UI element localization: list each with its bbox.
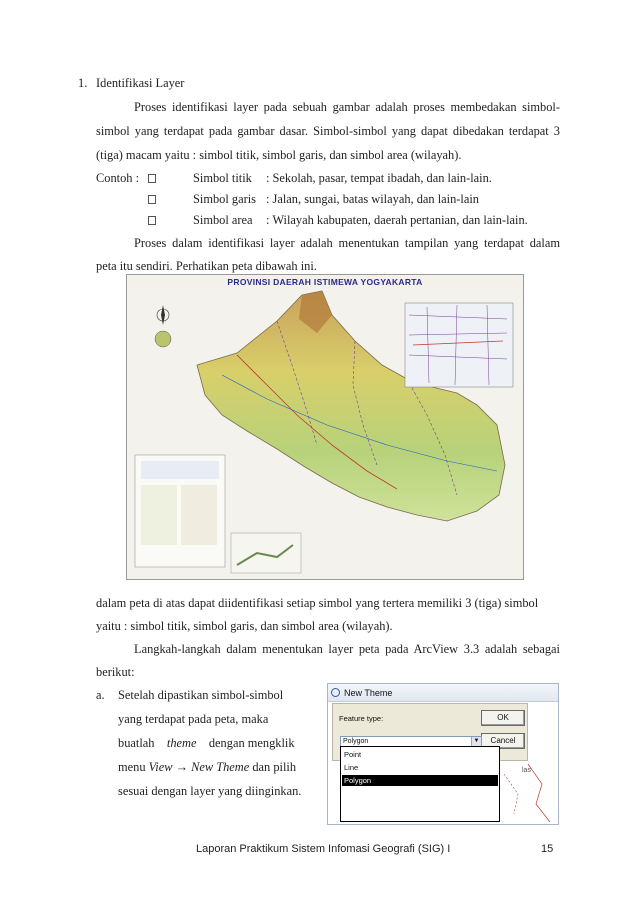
page-number: 15 (541, 843, 554, 855)
map-graphic (127, 275, 524, 580)
step-line (118, 736, 295, 751)
example-name: Simbol garis (193, 192, 256, 206)
examples-label: Contoh : (96, 171, 140, 185)
cancel-button[interactable]: Cancel (481, 733, 525, 749)
footer-text: Laporan Praktikum Sistem Infomasi Geografi (SIG) I (196, 843, 451, 855)
example-desc: : Sekolah, pasar, tempat ibadah, dan lain-lain. (266, 171, 492, 185)
paragraph-line: (tiga) macam yaitu : simbol titik, simbol garis, dan simbol area (wilayah). (96, 148, 462, 162)
paragraph-line: simbol yang terdapat pada gambar dasar. Simbol-simbol yang dapat dibedakan terdapat 3 (96, 124, 560, 138)
bullet-box-icon (148, 174, 156, 183)
feature-type-dropdown (340, 746, 500, 822)
feature-type-label: Feature type: (339, 714, 384, 723)
magnifier-icon (331, 688, 340, 697)
step-menu-path: View → New Theme (148, 760, 250, 774)
chevron-down-icon[interactable]: ▼ (471, 737, 481, 746)
bullet-box-icon (148, 195, 156, 204)
paragraph-line: Proses dalam identifikasi layer adalah menentukan tampilan yang terdapat dalam (134, 236, 560, 250)
option-polygon[interactable]: Polygon (342, 775, 498, 786)
example-name: Simbol area (193, 213, 253, 227)
paragraph-line: yaitu : simbol titik, simbol garis, dan simbol area (wilayah). (96, 619, 393, 633)
paragraph-line: Proses identifikasi layer pada sebuah gambar adalah proses membedakan simbol- (134, 100, 560, 114)
paragraph-line: dalam peta di atas dapat diidentifikasi setiap simbol yang tertera memiliki 3 (tiga) simbol (96, 596, 539, 610)
step-term: theme (166, 736, 197, 750)
option-point[interactable]: Point (344, 750, 362, 759)
example-desc: : Jalan, sungai, batas wilayah, dan lain-lain (266, 192, 479, 206)
dialog-title: New Theme (328, 684, 558, 702)
feature-type-selected: Polygon (343, 738, 369, 745)
example-name: Simbol titik (193, 171, 252, 185)
province-map-figure (126, 274, 524, 580)
paragraph-line: peta itu sendiri. Perhatikan peta dibawah ini. (96, 259, 317, 273)
step-marker: a. (96, 688, 105, 702)
example-desc: : Wilayah kabupaten, daerah pertanian, dan lain-lain. (266, 213, 528, 227)
svg-text:las: las (522, 767, 531, 774)
option-line[interactable]: Line (344, 763, 359, 772)
section-number: 1. (78, 76, 88, 90)
step-text: dengan mengklik (208, 736, 295, 750)
step-line: Setelah dipastikan simbol-simbol (118, 688, 284, 702)
step-line: yang terdapat pada peta, maka (118, 712, 269, 726)
bullet-box-icon (148, 216, 156, 225)
step-text: dan pilih (252, 760, 297, 774)
paragraph-line: Langkah-langkah dalam menentukan layer peta pada ArcView 3.3 adalah sebagai (134, 642, 560, 656)
ok-button[interactable]: OK (481, 710, 525, 726)
section-title: Identifikasi Layer (96, 76, 185, 90)
new-theme-dialog (327, 683, 559, 825)
step-line (118, 760, 296, 775)
step-text: buatlah (118, 736, 155, 750)
map-title: PROVINSI DAERAH ISTIMEWA YOGYAKARTA (227, 277, 423, 287)
step-line: sesuai dengan layer yang diinginkan. (118, 784, 302, 798)
step-text: menu (118, 760, 146, 774)
paragraph-line: berikut: (96, 665, 135, 679)
